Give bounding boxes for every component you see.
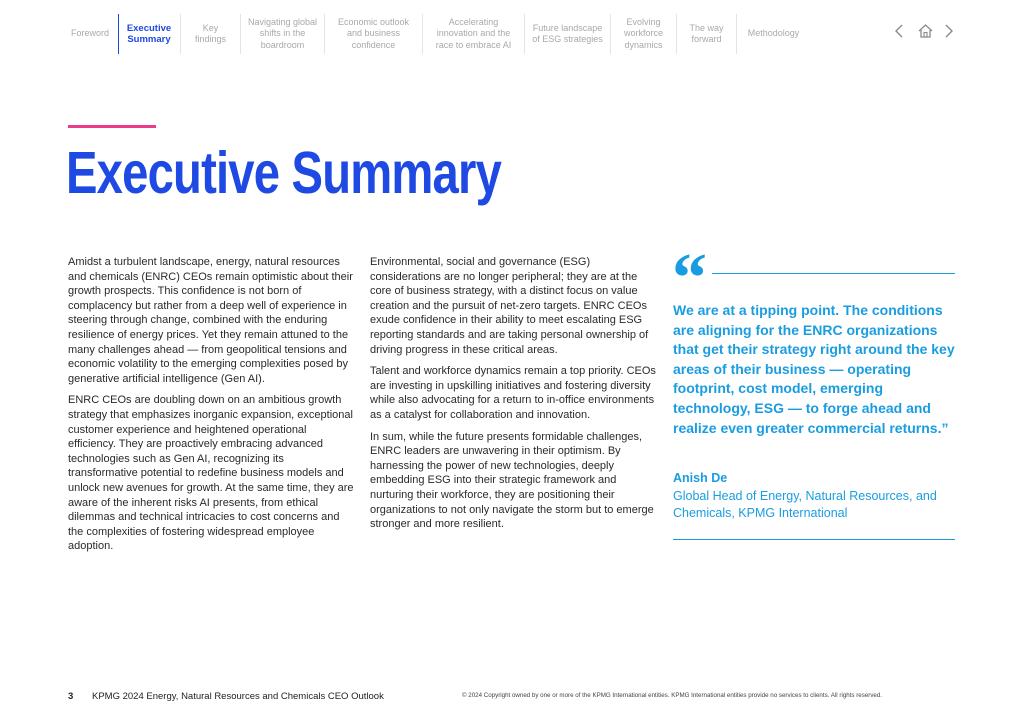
paragraph: ENRC CEOs are doubling down on an ambitious growth strategy that emphasizes inorganic expansion, exceptional customer experience and heightened operational efficiency. They are proactively embracing advanced technologies such as Gen AI, recognizing its transformative potential to redefine business models and unlock new avenues for growth. At the same time, they are aware of the inherent risks AI presents, from ethical dilemmas and technical intricacies to cost concerns and the complexities of fostering widespread employee adoption. [68, 394, 354, 553]
tab-accelerating-innovation[interactable]: Accelerating innovation and the race to embrace AI [422, 14, 524, 54]
page-title: Executive Summary [66, 140, 502, 206]
quote-mark-icon: “ [672, 240, 707, 317]
copyright-notice: © 2024 Copyright owned by one or more of the KPMG International entities. KPMG International entities provide no services to clients. All rights reserved. [462, 692, 883, 699]
paragraph: Talent and workforce dynamics remain a top priority. CEOs are investing in upskilling initiatives and fostering diversity while also advocating for a return to in-office environments as a catalyst for collaboration and innovation. [370, 365, 656, 421]
home-icon[interactable] [917, 20, 934, 42]
tab-key-findings[interactable]: Key findings [180, 14, 240, 54]
paragraph: Amidst a turbulent landscape, energy, natural resources and chemicals (ENRC) CEOs remain optimistic about their growth prospects. This confidence is not born of complacency but rather from a deep well of experience in steering through change, combined with the enduring resilience of energy prices. Yet they remain attuned to the many challenges ahead — from geopolitical tensions and economic volatility to the emerging complexities posed by generative artificial intelligence (Gen AI). [68, 256, 353, 385]
quote-author: Anish De [673, 471, 728, 485]
chevron-right-icon[interactable] [942, 20, 956, 42]
body-column-2 [370, 255, 656, 539]
chevron-left-icon[interactable] [892, 20, 906, 42]
tab-esg-strategies[interactable]: Future landscape of ESG strategies [524, 14, 610, 54]
tab-workforce-dynamics[interactable]: Evolving workforce dynamics [610, 14, 676, 54]
section-nav [62, 14, 810, 54]
quote-divider-bottom [673, 539, 955, 540]
quote-divider-top [712, 273, 955, 274]
tab-navigating-global-shifts[interactable]: Navigating global shifts in the boardroom [240, 14, 324, 54]
tab-economic-outlook[interactable]: Economic outlook and business confidence [324, 14, 422, 54]
paragraph: Environmental, social and governance (ESG) considerations are no longer peripheral; they are at the core of business strategy, with a distinct focus on value creation and the pursuit of net-zero targets. ENRC CEOs exude confidence in their ability to meet escalating ESG reporting standards and are taking personal ownership of driving progress in these critical areas. [370, 256, 649, 356]
tab-executive-summary[interactable]: Executive Summary [118, 14, 180, 54]
pull-quote: We are at a tipping point. The conditions are aligning for the ENRC organizations that get their strategy right around the key areas of their business — operating footprint, cost model, emerging technology, ESG — to forge ahead and realize even greater commercial returns.” [673, 302, 955, 436]
body-column-1 [68, 255, 354, 561]
paragraph: In sum, while the future presents formidable challenges, ENRC leaders are unwavering in their optimism. By harnessing the power of new technologies, deeply embedding ESG into their strategic framework and nurturing their workforce, they are positioning their organizations to not only navigate the storm but to emerge stronger and more resilient. [370, 430, 654, 531]
tab-methodology[interactable]: Methodology [736, 14, 810, 54]
tab-foreword[interactable]: Foreword [70, 28, 109, 39]
title-accent-bar [68, 125, 156, 128]
quote-author-role: Global Head of Energy, Natural Resources, and Chemicals, KPMG International [673, 489, 937, 520]
publication-title: KPMG 2024 Energy, Natural Resources and Chemicals CEO Outlook [92, 691, 384, 702]
page-number: 3 [68, 691, 74, 702]
tab-the-way-forward[interactable]: The way forward [676, 14, 736, 54]
